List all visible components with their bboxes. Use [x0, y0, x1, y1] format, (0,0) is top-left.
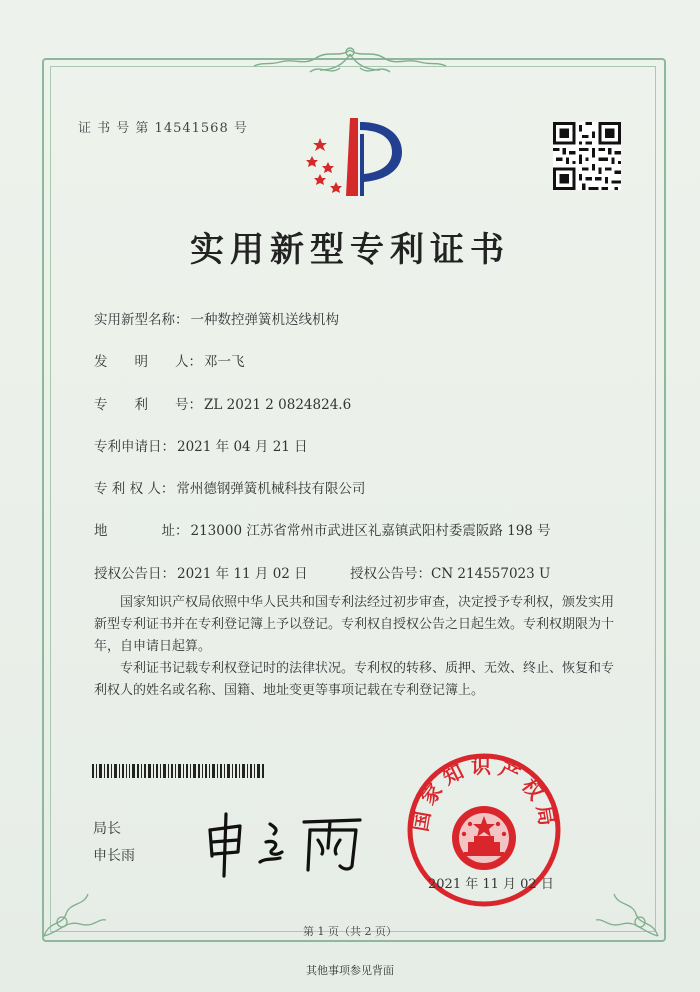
seal-text: 国家知识产权局	[407, 754, 561, 834]
field-name-label: 实用新型名称：	[94, 312, 189, 328]
field-holder	[94, 477, 365, 497]
field-address-value: 213000 江苏省常州市武进区礼嘉镇武阳村委震阪路 198 号	[190, 523, 551, 539]
field-inventor	[94, 350, 245, 370]
field-grant-no-value: CN 214557023 U	[431, 566, 551, 582]
top-ornament	[250, 44, 450, 80]
field-filing-date-label: 专利申请日：	[94, 439, 175, 455]
field-patent-no-label: 专 利 号：	[94, 397, 202, 413]
page-number: 第 1 页（共 2 页）	[303, 925, 397, 938]
field-patent-no	[94, 393, 351, 413]
field-grant-date-value: 2021 年 11 月 02 日	[177, 566, 308, 582]
field-filing-date-value: 2021 年 04 月 21 日	[177, 439, 308, 455]
body-paragraph-2: 专利证书记载专利权登记时的法律状况。专利权的转移、质押、无效、终止、恢复和专利权人的姓名或名称、国籍、地址变更等事项记载在专利登记簿上。	[94, 661, 615, 698]
field-grant-no	[350, 562, 550, 582]
national-emblem-icon	[452, 806, 516, 870]
field-grant-date	[94, 562, 308, 582]
certificate-title: 实用新型专利证书	[190, 230, 510, 270]
certificate-number	[78, 117, 248, 136]
signature-icon	[200, 800, 370, 880]
field-address	[94, 519, 551, 539]
field-name	[94, 308, 339, 328]
cnipa-logo-icon	[298, 112, 408, 202]
director-name: 申长雨	[93, 848, 135, 864]
field-grant-no-label: 授权公告号：	[350, 566, 431, 582]
qr-code-icon	[553, 122, 621, 190]
field-holder-label: 专 利 权 人：	[94, 481, 175, 497]
footer-note: 其他事项参见背面	[306, 964, 394, 977]
field-patent-no-value: ZL 2021 2 0824824.6	[204, 397, 352, 413]
field-inventor-label: 发 明 人：	[94, 354, 202, 370]
field-name-value: 一种数控弹簧机送线机构	[190, 312, 339, 328]
certificate-number-suffix: 号	[233, 121, 248, 136]
field-holder-value: 常州德钢弹簧机械科技有限公司	[176, 481, 366, 497]
certificate-number-label: 证 书 号 第	[78, 121, 150, 136]
certificate-number-value: 14541568	[154, 121, 229, 136]
barcode-icon	[92, 764, 264, 778]
body-paragraph-1: 国家知识产权局依照中华人民共和国专利法经过初步审查，决定授予专利权，颁发实用新型专利证书并在专利登记簿上予以登记。专利权自授权公告之日起生效。专利权期限为十年，自申请日起算。	[94, 595, 615, 654]
field-grant-date-label: 授权公告日：	[94, 566, 175, 582]
field-inventor-value: 邓一飞	[204, 354, 245, 370]
director-title: 局长	[93, 821, 121, 837]
field-filing-date	[94, 435, 308, 455]
field-address-label: 地 址：	[94, 523, 189, 539]
seal-date: 2021 年 11 月 02 日	[428, 877, 554, 892]
